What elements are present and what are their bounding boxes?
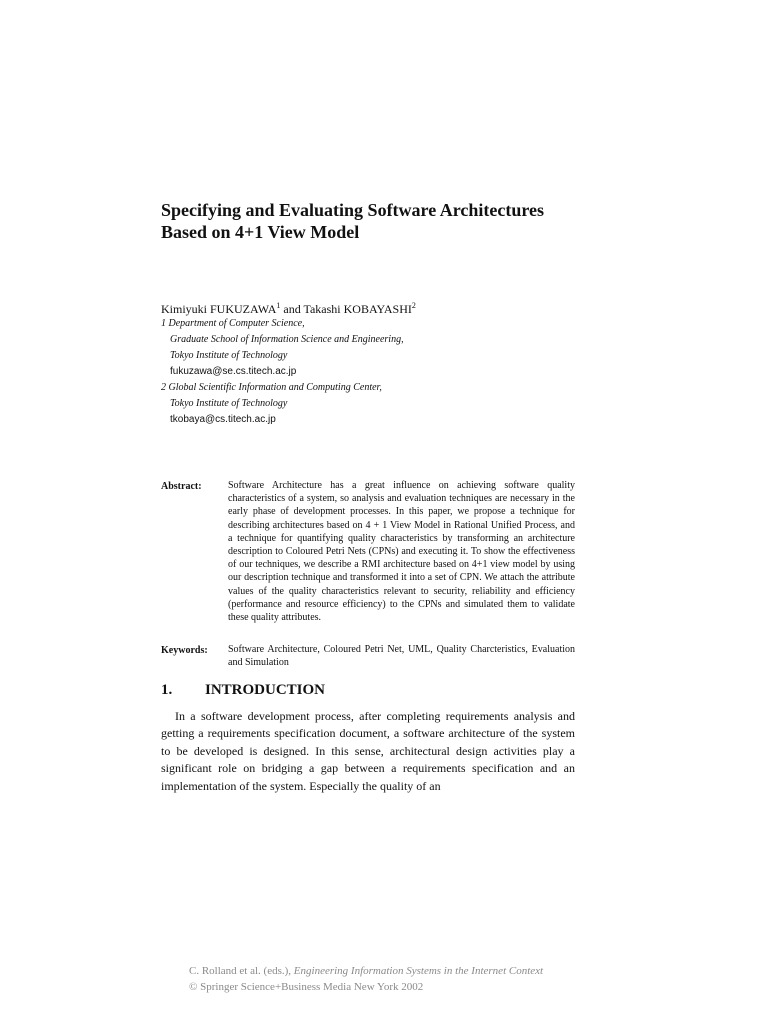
author-1-mark: 1 — [276, 301, 281, 310]
paper-title — [161, 199, 621, 243]
paper-title-line-1: Specifying and Evaluating Software Architectures — [161, 200, 545, 220]
affiliation-2-institute: Tokyo Institute of Technology — [170, 398, 288, 409]
affiliation-2-center: 2 Global Scientific Information and Computing Center, — [161, 382, 382, 393]
author-2-mark: 2 — [411, 301, 416, 310]
affiliation-2-email: tkobaya@cs.titech.ac.jp — [170, 414, 276, 425]
footer-book-title: Engineering Information Systems in the Internet Context — [293, 965, 544, 977]
author-2-name: Takashi KOBAYASHI — [303, 302, 412, 316]
publication-footer — [189, 963, 543, 995]
introduction-paragraph: In a software development process, after completing requirements analysis and getting a requirements specification document, a software architecture of the system to be developed is designed. In this sense, architectural design activities play a significant role on bridging a gap between a requirements specification and an implementation of the system. Especially the quality of an — [161, 709, 575, 793]
author-line — [161, 298, 416, 317]
footer-copyright: © Springer Science+Business Media New York 2002 — [189, 981, 424, 993]
abstract-text: Software Architecture has a great influence on achieving software quality characteristics of a system, so analysis and evaluation techniques are necessary in the early phase of development processes. In this paper, we propose a technique for describing architectures based on 4 + 1 View Model in Rational Unified Process, and a technique for quantifying quality characteristics by transforming an architecture description to Coloured Petri Nets (CPNs) and executing it. To show the effectiveness of our techniques, we describe a RMI architecture based on 4+1 view model by using our description technique and transformed it into a set of CPN. We attach the attribute values of the quality characteristics relevant to security, reliability and efficiency (performance and resource efficiency) to the CPNs and simulated them to validate these quality attributes. — [228, 480, 575, 624]
footer-editors: C. Rolland et al. (eds.), — [189, 965, 294, 977]
paper-title-line-2: Based on 4+1 View Model — [161, 222, 360, 242]
author-joiner: and — [280, 302, 304, 316]
affiliation-1-department: 1 Department of Computer Science, — [161, 318, 305, 329]
section-number: 1. — [161, 682, 173, 698]
section-title: INTRODUCTION — [205, 682, 326, 698]
affiliation-1-institute: Tokyo Institute of Technology — [170, 350, 288, 361]
footer-citation — [189, 963, 543, 979]
author-1-name: Kimiyuki FUKUZAWA — [161, 302, 277, 316]
affiliation-1-school: Graduate School of Information Science and Engineering, — [170, 334, 404, 345]
affiliations — [161, 316, 404, 428]
abstract-label: Abstract: — [161, 481, 202, 492]
keywords-text: Software Architecture, Coloured Petri Net, UML, Quality Charcteristics, Evaluation and Simulation — [228, 644, 575, 669]
keywords-label: Keywords: — [161, 645, 208, 656]
section-heading — [161, 682, 325, 699]
affiliation-1-email: fukuzawa@se.cs.titech.ac.jp — [170, 366, 297, 377]
